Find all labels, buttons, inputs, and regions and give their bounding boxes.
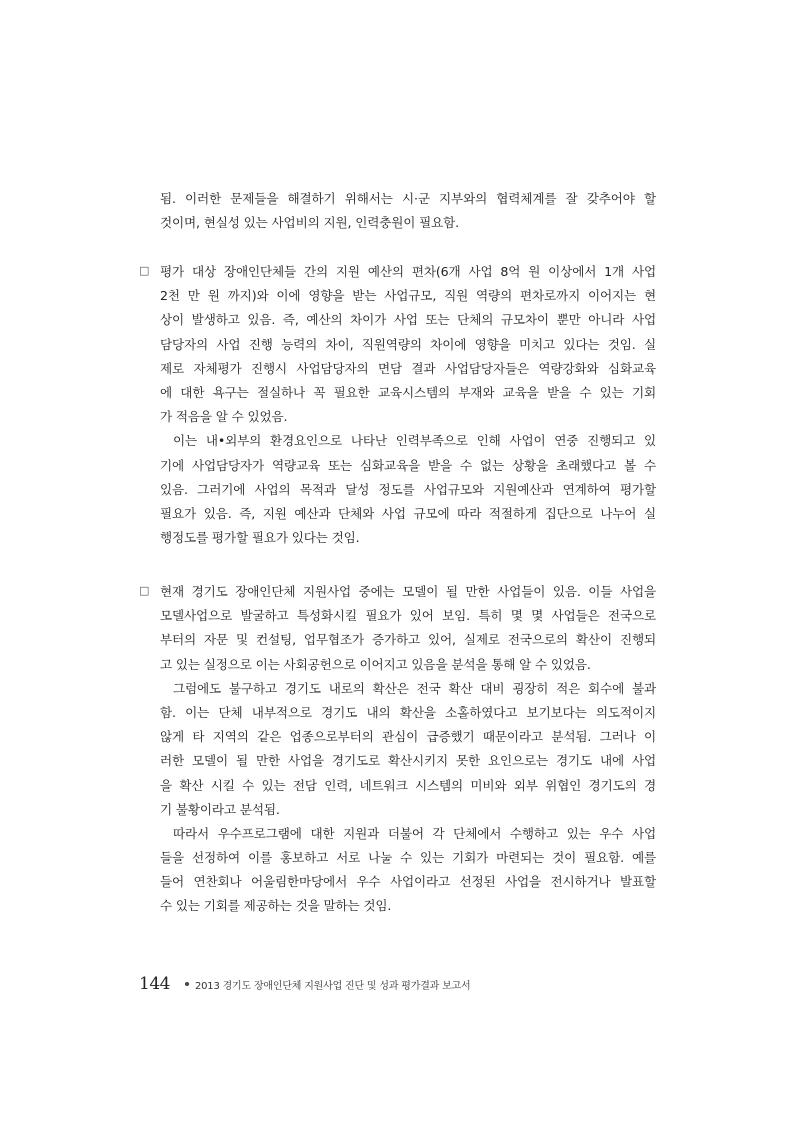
text-line: 기 불황이라고 분석됨. [160, 801, 280, 817]
text-line: 않게 타 지역의 같은 업종으로부터의 관심이 급증했기 때문이라고 분석됨. 그러나 이 [160, 729, 656, 745]
text-line: 상이 발생하고 있음. 즉, 예산의 차이가 사업 또는 단체의 규모차이 뿐만 아니라 사업 [160, 312, 656, 328]
text-line: 부터의 자문 및 컨설팅, 업무협조가 증가하고 있어, 실제로 전국으로의 확산이 진행되 [160, 632, 656, 648]
text-line: 담당자의 사업 진행 능력의 차이, 직원역량의 차이에 영향을 미치고 있다는 것임. 실 [160, 336, 656, 352]
text-line: 들어 연찬회나 어울림한마당에서 우수 사업이라고 선정된 사업을 전시하거나 발표할 [160, 874, 656, 890]
section-budget-disparity [160, 260, 656, 550]
text-line: 됨. 이러한 문제들을 해결하기 위해서는 시·군 지부와의 협력체계를 잘 갖추어야 할 [160, 191, 656, 206]
text-line: 따라서 우수프로그램에 대한 지원과 더불어 각 단체에서 수행하고 있는 우수 사업 [173, 825, 656, 841]
text-line: 모델사업으로 발굴하고 특성화시킬 필요가 있어 보임. 특히 몇 몇 사업들은 전국으로 [160, 608, 656, 624]
square-bullet-icon: □ [139, 264, 150, 277]
text-line: 것이며, 현실성 있는 사업비의 지원, 인력충원이 필요함. [160, 215, 460, 231]
text-line: 수 있는 기회를 제공하는 것을 말하는 것임. [160, 898, 392, 914]
text-line: 가 적음을 알 수 있었음. [160, 409, 288, 425]
text-line: 고 있는 실정으로 이는 사회공헌으로 이어지고 있음을 분석을 통해 알 수 있었음. [160, 656, 591, 672]
text-line: 에 대한 욕구는 절실하나 꼭 필요한 교육시스템의 부재와 교육을 받을 수 있는 기회 [160, 384, 656, 400]
text-line: 현재 경기도 장애인단체 지원사업 중에는 모델이 될 만한 사업들이 있음. 이들 사업을 [160, 584, 656, 599]
text-line: 들을 선정하여 이를 홍보하고 서로 나눌 수 있는 기회가 마련되는 것이 필요함. 예를 [160, 850, 656, 866]
section-model-projects [160, 580, 656, 919]
square-bullet-icon: □ [139, 584, 150, 597]
bullet-dot-icon [185, 982, 189, 986]
text-line: 함. 이는 단체 내부적으로 경기도 내의 확산을 소홀하였다고 보기보다는 의도적이지 [160, 704, 656, 720]
page-number: 144 [139, 974, 170, 994]
text-line: 러한 모델이 될 만한 사업을 경기도로 확산시키지 못한 요인으로는 경기도 내에 사업 [160, 753, 656, 769]
page-footer [139, 974, 470, 994]
text-line: 제로 자체평가 진행시 사업담당자의 면담 결과 사업담당자들은 역량강화와 심화교육 [160, 360, 656, 376]
text-line: 그럼에도 불구하고 경기도 내로의 확산은 전국 확산 대비 굉장히 적은 회수에 불과 [173, 680, 656, 696]
text-line: 기에 사업담당자가 역량교육 또는 심화교육을 받을 수 없는 상황을 초래했다고 볼 수 [160, 457, 656, 473]
text-line: 평가 대상 장애인단체들 간의 지원 예산의 편차(6개 사업 8억 원 이상에서 1개 사업 [160, 264, 656, 279]
text-line: 있음. 그러기에 사업의 목적과 달성 정도를 사업규모와 지원예산과 연계하여 평가할 [160, 481, 656, 497]
text-line: 2천 만 원 까지)와 이에 영향을 받는 사업규모, 직원 역량의 편차로까지 이어지는 현 [160, 288, 656, 304]
text-line: 필요가 있음. 즉, 지원 예산과 단체와 사업 규모에 따라 적절하게 집단으로 나누어 실 [160, 505, 656, 521]
continuation-paragraph [160, 187, 656, 235]
report-title: 2013 경기도 장애인단체 지원사업 진단 및 성과 평가결과 보고서 [194, 980, 471, 992]
text-line: 이는 내•외부의 환경요인으로 나타난 인력부족으로 인해 사업이 연중 진행되고 있 [173, 433, 656, 449]
crescent-icon [173, 978, 183, 990]
text-line: 을 확산 시킬 수 있는 전담 인력, 네트워크 시스템의 미비와 외부 위협인 경기도의 경 [160, 777, 656, 793]
text-line: 행정도를 평가할 필요가 있다는 것임. [160, 530, 360, 546]
